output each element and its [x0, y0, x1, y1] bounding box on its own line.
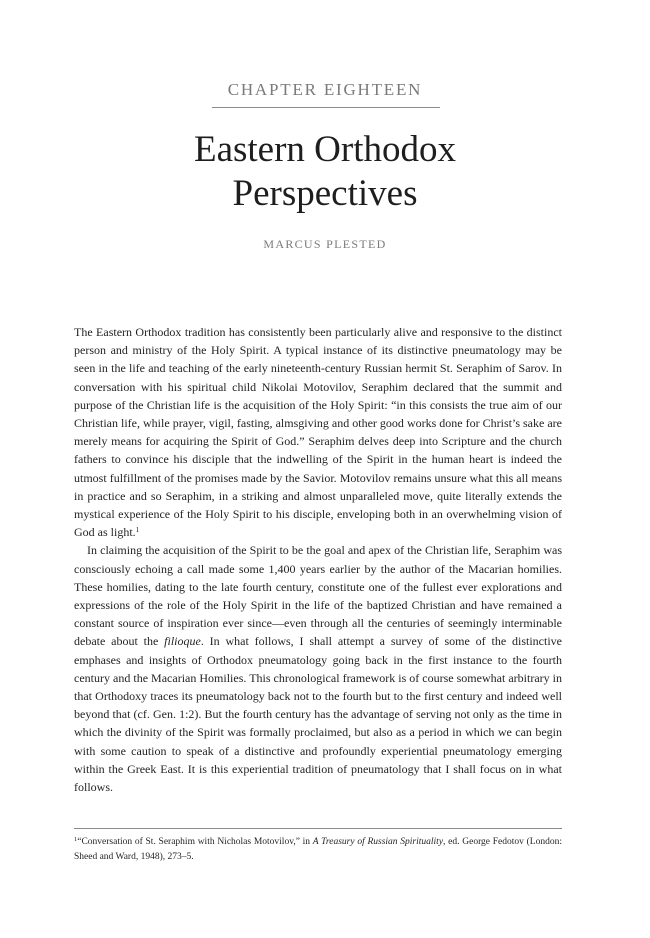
author-name: MARCUS PLESTED: [263, 237, 387, 251]
footnote-text-start: “Conversation of St. Seraphim with Nicholas Motovilov,” in: [77, 837, 313, 847]
chapter-title: [0, 128, 650, 216]
italic-term: filioque: [164, 634, 201, 649]
paragraph-2-text-end: . In what follows, I shall attempt a survey of some of the distinctive emphases and insights of Orthodox pneumatology going back in the first instance to the fourth century and the Macarian Homilies. This chronological framework is of course somewhat arbitrary in that Orthodoxy traces its pneumatology back not to the fourth but to the first century and indeed well beyond that (cf. Gen. 1:2). But the fourth century has the advantage of serving not only as the time in which the divinity of the Spirit was formally proclaimed, but also as a period in which we can begin with some caution to speak of a distinctive and profoundly experiential pneumatology emerging within the Greek East. It is this experiential tradition of pneumatology that I shall focus on in what follows.: [74, 634, 562, 795]
footnote-number: 1: [74, 836, 78, 843]
paragraph-2-text-start: In claiming the acquisition of the Spirit to be the goal and apex of the Christian life, Seraphim was consciously echoing a call made some 1,400 years earlier by the author of the Macarian homilies. These homilies, dating to the late fourth century, constitute one of the fullest ever explorations and expressions of the role of the Holy Spirit in the life of the baptized Christian and have remained a constant source of inspiration ever since—even through all the centuries of seemingly interminable debate about the: [74, 543, 562, 649]
chapter-title-line-1: Eastern Orthodox: [193, 129, 457, 170]
chapter-divider: [212, 107, 440, 108]
body-text: [74, 323, 562, 796]
paragraph-2: [74, 541, 562, 796]
footnote-text-end: , ed. George Fedotov (London: Sheed and Ward, 1948), 273–5.: [74, 837, 562, 862]
footnote-book-title: A Treasury of Russian Spirituality: [312, 837, 444, 847]
paragraph-1: [74, 323, 562, 541]
footnote-reference: 1: [135, 525, 140, 535]
paragraph-1-text: The Eastern Orthodox tradition has consistently been particularly alive and responsive to the distinct person and ministry of the Holy Spirit. A typical instance of its distinctive pneumatology may be seen in the life and teaching of the early nineteenth-century Russian hermit St. Seraphim of Sarov. In conversation with his spiritual child Nikolai Motovilov, Seraphim declared that the summit and purpose of the Christian life is the acquisition of the Holy Spirit: “in this consists the true aim of our Christian life, while prayer, vigil, fasting, almsgiving and other good works done for Christ’s sake are merely means for acquiring the Spirit of God.” Seraphim delves deep into Scripture and the church fathers to convince his disciple that the indwelling of the Spirit in the human heart is indeed the utmost fulfillment of the promises made by the Savior. Motovilov remains unsure what this all means in practice and so Seraphim, in a striking and almost unparalleled move, quite literally extends the mystical experience of the Holy Spirit to his disciple, enveloping both in an overwhelming vision of God as light.: [74, 325, 562, 540]
chapter-label: CHAPTER EIGHTEEN: [227, 80, 423, 99]
footnote-divider: [74, 828, 562, 829]
chapter-title-line-2: Perspectives: [232, 173, 418, 214]
footnote: [74, 835, 562, 865]
